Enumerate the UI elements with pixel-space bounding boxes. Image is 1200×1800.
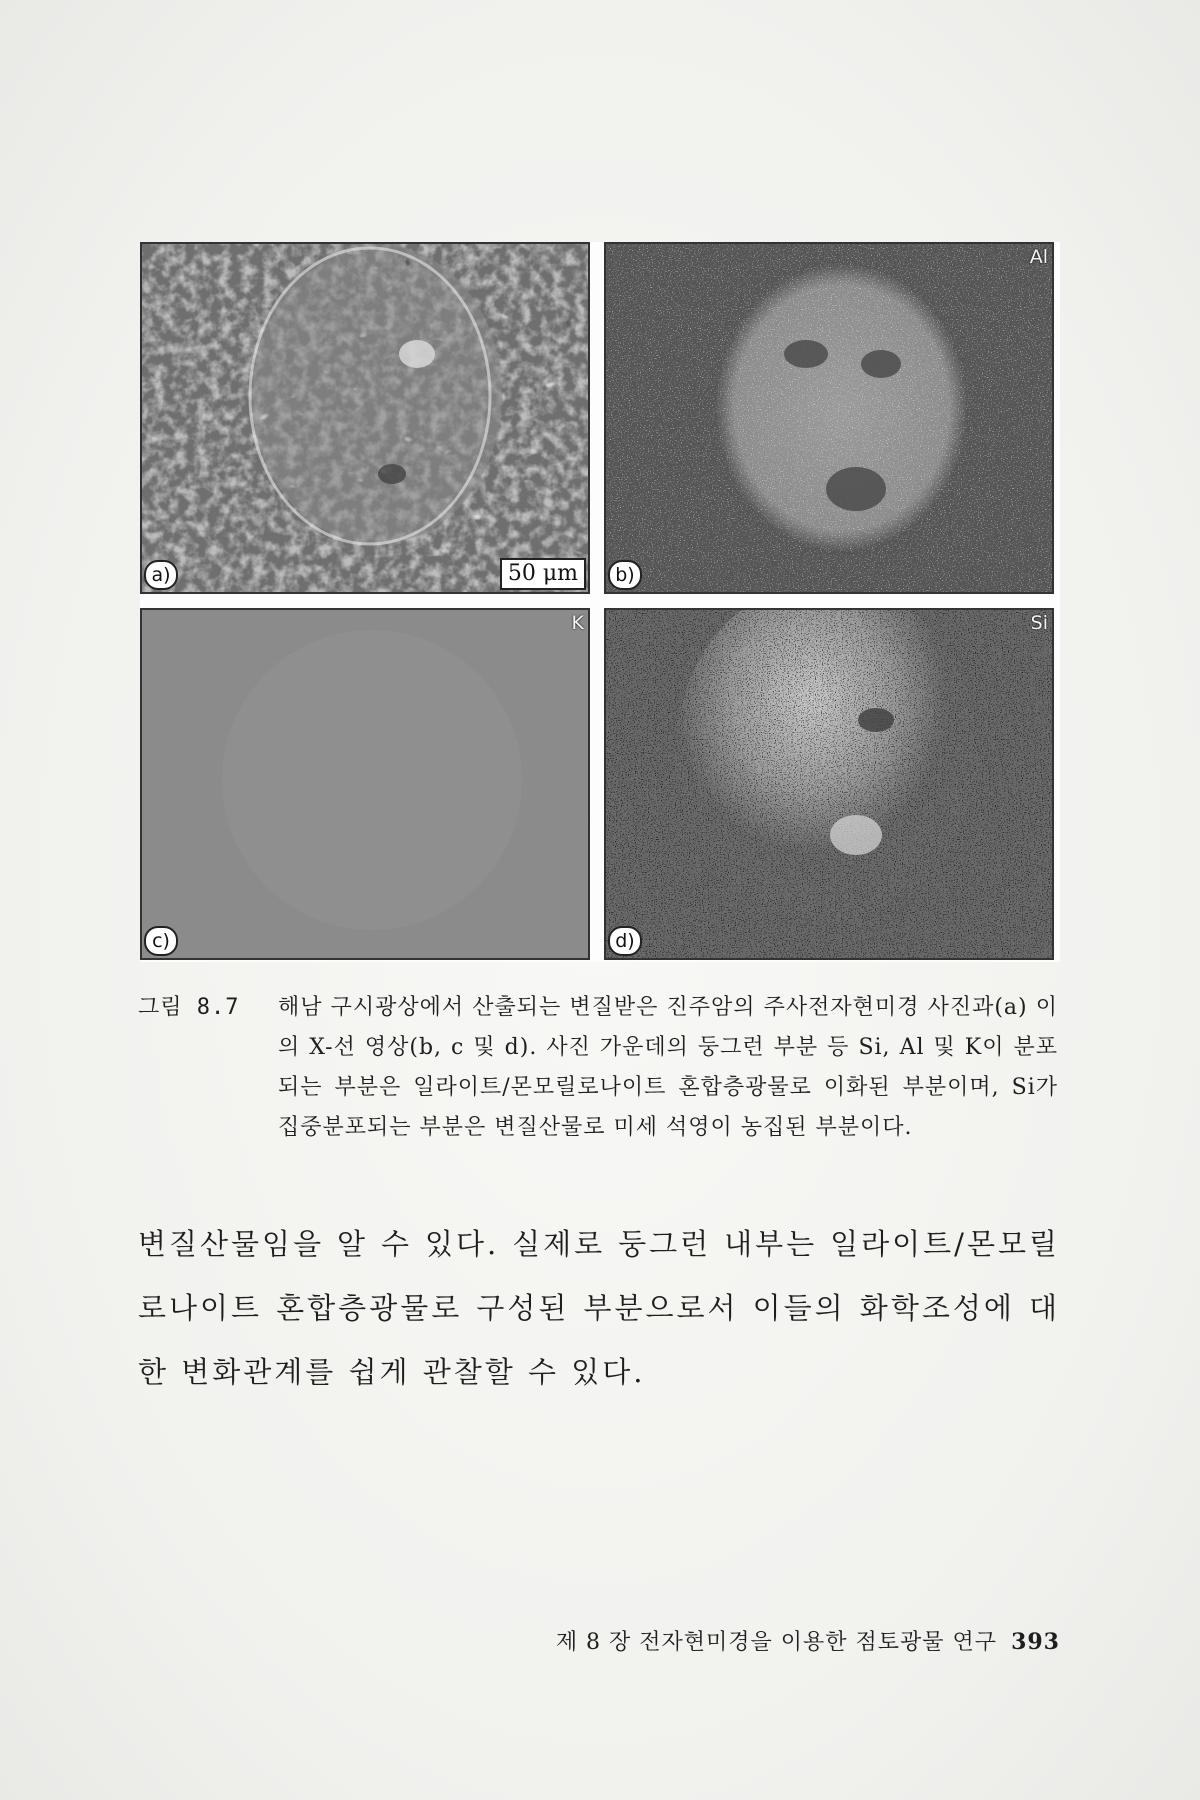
sem-micrograph-panel-a [140,242,590,594]
scale-bar: 50 μm [500,558,586,590]
figure-8-7 [140,242,1060,962]
page-footer [440,1625,1060,1656]
caption-text: 해남 구시광상에서 산출되는 변질받은 진주암의 주사전자현미경 사진과(a) 이의 X-선 영상(b, c 및 d). 사진 가운데의 둥그런 부분 등 Si, Al 및 K이 분포되는 부분은 일라이트/몬모릴로나이트 혼합층광물로 이화된 부분이며, Si가 집중분포되는 부분은 변질산물로 미세 석영이 농집된 부분이다. [278,995,1058,1140]
caption-label: 그림 8.7 [138,995,240,1020]
element-label-si: Si [1030,612,1048,634]
xray-map-panel-d-si [604,608,1054,960]
chapter-title: 제 8 장 전자현미경을 이용한 점토광물 연구 [555,1630,998,1655]
element-label-al: Al [1029,246,1048,268]
panel-label-d: d) [608,926,642,956]
xray-map-panel-c-k [140,608,590,960]
body-paragraph: 변질산물임을 알 수 있다. 실제로 둥그런 내부는 일라이트/몬모릴로나이트 혼합층광물로 구성된 부분으로서 이들의 화학조성에 대한 변화관계를 쉽게 관찰할 수 있다. [138,1227,1060,1389]
page-number: 393 [1011,1629,1060,1655]
panel-label-b: b) [608,560,642,590]
panel-label-a: a) [144,560,178,590]
element-label-k: K [571,612,584,634]
xray-map-panel-b-al [604,242,1054,594]
panel-label-c: c) [144,926,178,956]
